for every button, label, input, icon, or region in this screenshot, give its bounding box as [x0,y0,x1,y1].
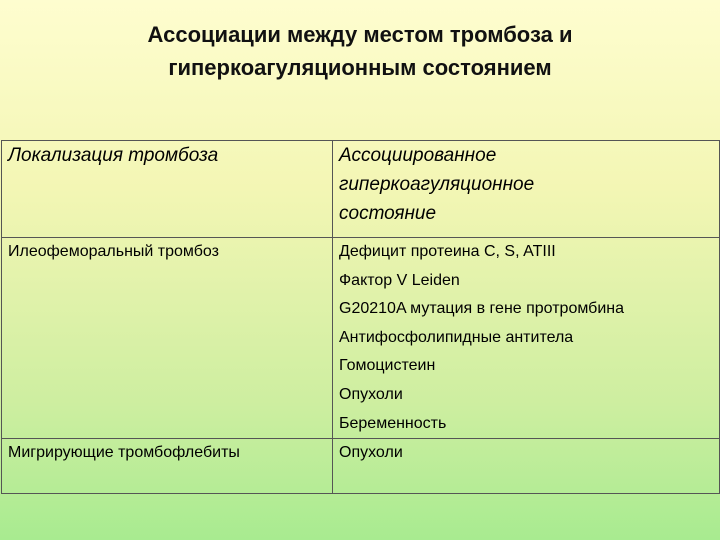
slide-title-line-1: Ассоциации между местом тромбоза и [147,22,573,47]
location-cell [2,439,333,494]
header-cell-condition [333,141,720,238]
table-header-row [2,141,720,238]
condition-item: Опухоли [339,385,403,403]
location-cell [2,238,333,439]
conditions-cell [333,238,720,439]
conditions-cell [333,439,720,494]
condition-item: Беременность [339,414,447,432]
condition-item: Опухоли [339,444,403,462]
association-table [1,140,720,494]
slide-title [0,18,720,84]
condition-item: Фактор V Leiden [339,271,460,289]
slide-title-line-2: гиперкоагуляционным состоянием [168,55,552,80]
table-row [2,238,720,439]
table-row [2,439,720,494]
condition-item: G20210A мутация в гене протромбина [339,300,625,318]
header-condition-label-line-2: гиперкоагуляционное [339,174,535,195]
condition-item: Гомоцистеин [339,357,436,375]
location-text: Мигрирующие тромбофлебиты [8,444,240,462]
header-cell-location [2,141,333,238]
header-condition-label-line-3: состояние [339,203,437,224]
header-location-label: Локализация тромбоза [8,145,219,166]
condition-item: Антифосфолипидные антитела [339,328,574,346]
location-text: Илеофеморальный тромбоз [8,243,219,260]
header-condition-label-line-1: Ассоциированное [339,145,497,166]
condition-item: Дефицит протеина С, S, ATIII [339,243,556,260]
